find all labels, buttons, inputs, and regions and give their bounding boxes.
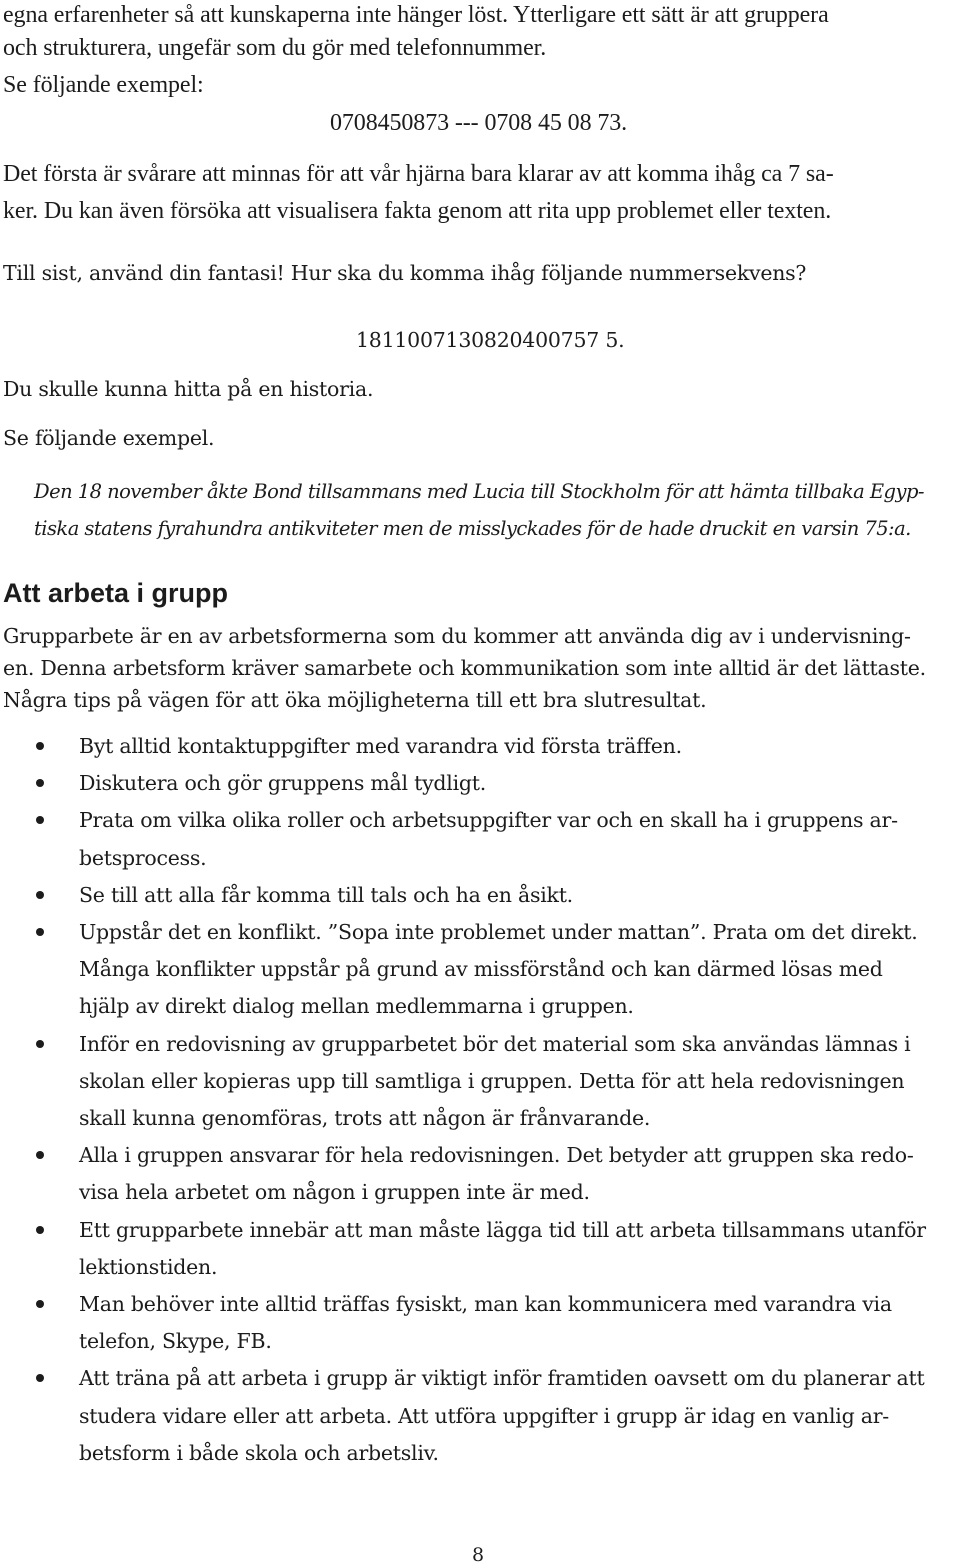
bullet-item-line: Prata om vilka olika roller och arbetsuppgifter var och en skall ha i gruppens ar- <box>79 808 898 833</box>
bullet-icon <box>34 768 46 798</box>
story-example-label: Se följande exempel. <box>3 426 215 450</box>
intro-line-1: egna erfarenheter så att kunskaperna inte hänger löst. Ytterligare ett sätt är att gruppera <box>3 2 829 28</box>
bullet-item-line: Diskutera och gör gruppens mål tydligt. <box>79 771 487 796</box>
section-heading: Att arbeta i grupp <box>3 578 229 608</box>
bullet-icon <box>34 1140 46 1170</box>
bullet-item-line: Se till att alla får komma till tals och ha en åsikt. <box>79 882 573 907</box>
bullet-item-line: hjälp av direkt dialog mellan medlemmarna i gruppen. <box>79 994 634 1019</box>
story-line-1: Den 18 november åkte Bond tillsammans med Lucia till Stockholm för att hämta tillbaka Egyp- <box>34 480 924 503</box>
bullet-item-line: skolan eller kopieras upp till samtliga i gruppen. Detta för att hela redovisningen <box>79 1068 905 1093</box>
fantasy-question: Till sist, använd din fantasi! Hur ska du komma ihåg följande nummersekvens? <box>3 261 807 285</box>
bullet-item-line: skall kunna genomföras, trots att någon är frånvarande. <box>79 1106 651 1130</box>
page-number: 8 <box>472 1544 485 1566</box>
phone-example: 0708450873 --- 0708 45 08 73. <box>330 110 628 136</box>
intro-line-3: Se följande exempel: <box>3 72 204 98</box>
bullet-item-line: studera vidare eller att arbeta. Att utföra uppgifter i grupp är idag en vanlig ar- <box>79 1403 889 1428</box>
bullet-item-line: Inför en redovisning av grupparbetet bör det material som ska användas lämnas i <box>79 1031 911 1056</box>
bullet-icon <box>34 805 46 835</box>
story-line-2: tiska statens fyrahundra antikviteter men de misslyckades för de hade druckit en varsin 75:a. <box>34 517 911 540</box>
bullet-item-line: Uppstår det en konflikt. ”Sopa inte problemet under mattan”. Prata om det direkt. <box>79 920 918 944</box>
bullet-icon <box>34 731 46 761</box>
bullet-item-line: betsprocess. <box>79 845 207 870</box>
bullet-icon <box>34 1215 46 1245</box>
bullet-item-line: Att träna på att arbeta i grupp är viktigt inför framtiden oavsett om du planerar att <box>79 1366 925 1391</box>
bullet-icon <box>34 1363 46 1393</box>
bullet-item-line: visa hela arbetet om någon i gruppen inte är med. <box>79 1180 590 1205</box>
bullet-item-line: Många konflikter uppstår på grund av missförstånd och kan därmed lösas med <box>79 957 883 982</box>
bullet-item-line: betsform i både skola och arbetsliv. <box>79 1440 439 1465</box>
intro-line-2: och strukturera, ungefär som du gör med telefonnummer. <box>3 35 547 61</box>
bullet-item-line: lektionstiden. <box>79 1254 218 1279</box>
bullet-item-line: telefon, Skype, FB. <box>79 1329 272 1354</box>
bullet-item-line: Man behöver inte alltid träffas fysiskt, man kan kommunicera med varandra via <box>79 1292 892 1316</box>
bullet-icon <box>34 1289 46 1319</box>
intro-line-5: ker. Du kan även försöka att visualisera fakta genom att rita upp problemet eller texten. <box>3 198 832 224</box>
bullet-item-line: Ett grupparbete innebär att man måste lägga tid till att arbeta tillsammans utanför <box>79 1217 926 1242</box>
section-paragraph-line-2: en. Denna arbetsform kräver samarbete och kommunikation som inte alltid är det lättaste. <box>3 656 926 680</box>
intro-line-4: Det första är svårare att minnas för att vår hjärna bara klarar av att komma ihåg ca 7 sa- <box>3 161 834 187</box>
bullet-item-line: Alla i gruppen ansvarar för hela redovisningen. Det betyder att gruppen ska redo- <box>79 1143 914 1168</box>
section-paragraph-line-1: Grupparbete är en av arbetsformerna som du kommer att använda dig av i undervisning- <box>3 624 911 648</box>
number-sequence: 1811007130820400757 5. <box>356 328 625 352</box>
bullet-icon <box>34 917 46 947</box>
bullet-icon <box>34 880 46 910</box>
bullet-item-line: Byt alltid kontaktuppgifter med varandra vid första träffen. <box>79 734 682 758</box>
bullet-icon <box>34 1029 46 1059</box>
section-paragraph-line-3: Några tips på vägen för att öka möjligheterna till ett bra slutresultat. <box>3 688 707 712</box>
story-prompt: Du skulle kunna hitta på en historia. <box>3 377 374 401</box>
